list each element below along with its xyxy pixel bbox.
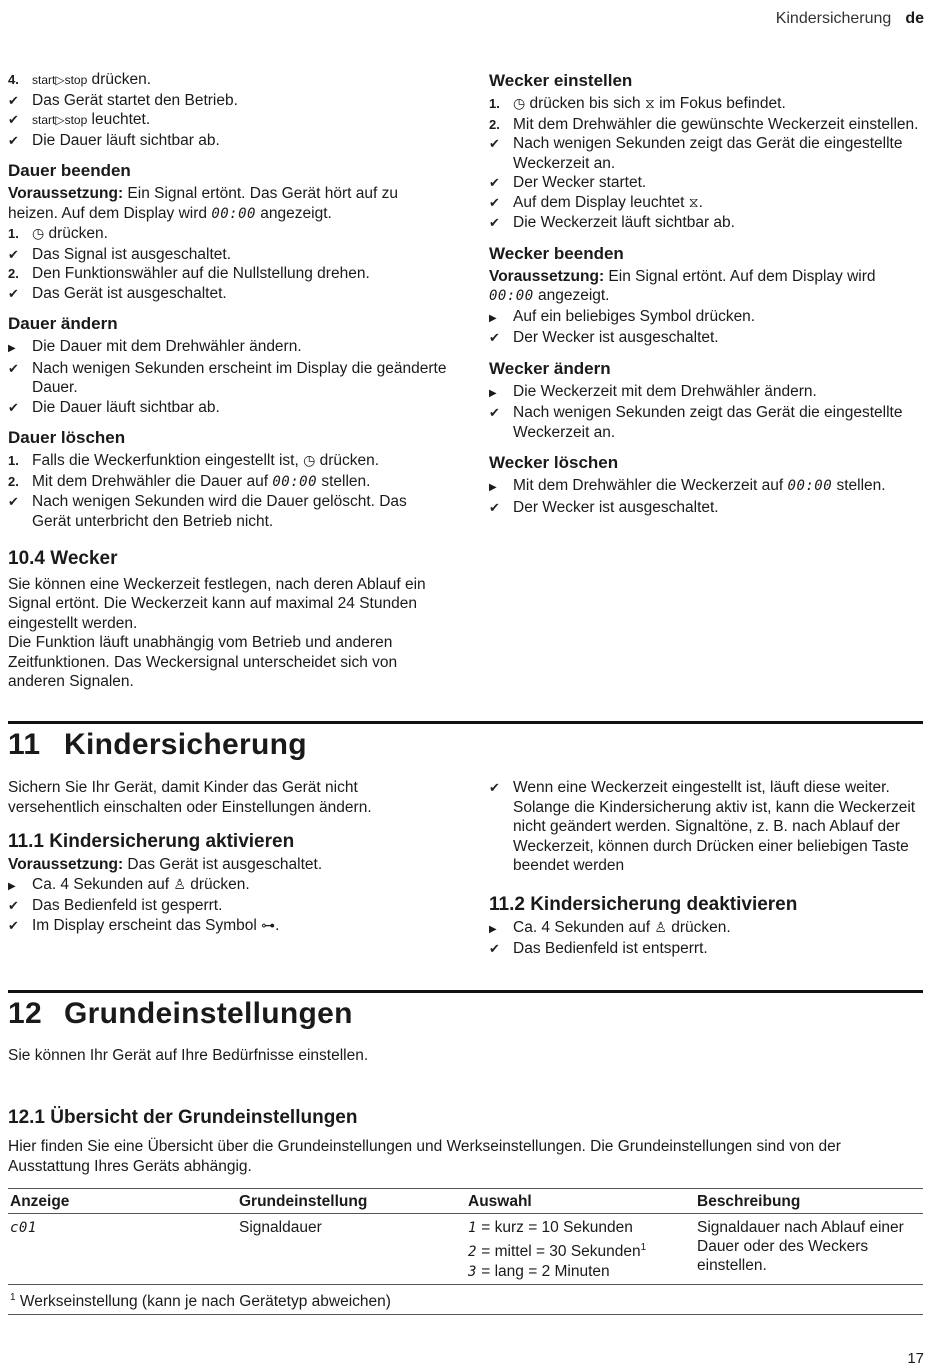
options-cell: [466, 1214, 695, 1285]
action-line: [8, 337, 448, 359]
heading-dauer-aendern: Dauer ändern: [8, 314, 118, 333]
heading-dauer-loeschen: Dauer löschen: [8, 428, 126, 447]
option-text: = lang = 2 Minuten: [476, 1263, 610, 1281]
column-header: Beschreibung: [695, 1189, 923, 1214]
display-readout: 00:00: [211, 205, 256, 222]
step-text: stellen.: [317, 472, 371, 490]
result-line: [8, 492, 448, 531]
display-digit: 2: [468, 1244, 477, 1261]
display-readout: 00:00: [787, 478, 833, 494]
step-text: drücken.: [315, 452, 380, 469]
child-lock-key-icon: ♙: [654, 919, 667, 936]
display-readout: 00:00: [489, 288, 534, 304]
chapter-rule: [8, 990, 923, 993]
check-icon: ✔: [489, 215, 500, 230]
paragraph: Hier finden Sie eine Übersicht über die Grundeinstellungen und Werkseinstellungen. Die Grundeinstellungen sind von der Ausstattung Ihres Geräts abhängig.: [8, 1138, 841, 1175]
result-text: Das Signal ist ausgeschaltet.: [32, 245, 232, 263]
chapter-number: 11: [8, 728, 41, 761]
check-icon: ✔: [8, 92, 19, 108]
prerequisite-text: Das Gerät ist ausgeschaltet.: [123, 856, 323, 873]
display-code: c01: [10, 1220, 37, 1236]
action-text: stellen.: [832, 477, 886, 494]
arrow-icon: ▶: [489, 312, 497, 324]
step-text: Den Funktionswähler auf die Nullstellung drehen.: [32, 265, 370, 282]
step-2: [8, 264, 448, 284]
check-icon: ✔: [489, 941, 500, 956]
prerequisite-label: Voraussetzung:: [8, 185, 124, 202]
check-icon: ✔: [8, 898, 19, 913]
step-text: im Fokus befindet.: [654, 95, 786, 112]
result-line: [8, 284, 448, 304]
chapter-title-11: [8, 728, 307, 762]
table-header-row: [8, 1189, 923, 1214]
heading-12-1: 12.1 Übersicht der Grundeinstellungen: [8, 1107, 358, 1128]
clock-icon: ◷: [303, 453, 316, 469]
check-icon: ✔: [489, 136, 500, 151]
ch11-right-column: [489, 778, 921, 959]
hourglass-icon: ⧖: [688, 194, 699, 211]
hourglass-icon: ⧖: [644, 96, 655, 112]
result-text: Die Dauer läuft sichtbar ab.: [32, 398, 220, 416]
action-text: Mit dem Drehwähler die Weckerzeit auf: [513, 477, 788, 494]
heading-wecker: 10.4 Wecker: [8, 548, 118, 569]
result-text: Die Dauer läuft sichtbar ab.: [32, 131, 220, 149]
result-line: [8, 896, 448, 916]
heading-wecker-loeschen: Wecker löschen: [489, 453, 619, 472]
result-line: [489, 498, 921, 518]
arrow-icon: ▶: [489, 482, 497, 493]
heading-wecker-aendern: Wecker ändern: [489, 358, 611, 378]
prerequisite-label: Voraussetzung:: [8, 856, 124, 873]
heading-dauer-beenden: Dauer beenden: [8, 161, 131, 180]
step-text: Falls die Weckerfunktion eingestellt ist,: [32, 452, 304, 469]
action-text: drücken.: [666, 918, 731, 936]
step-2: [489, 115, 921, 135]
result-line: [8, 916, 448, 937]
check-icon: ✔: [489, 405, 500, 420]
heading-11-1: 11.1 Kindersicherung aktivieren: [8, 831, 295, 852]
paragraph: Die Funktion läuft unabhängig vom Betrieb und anderen Zeitfunktionen. Das Weckersignal unterscheidet sich von anderen Signalen.: [8, 634, 398, 690]
chapter-title-text: Kindersicherung: [64, 728, 307, 761]
header-lang: de: [905, 10, 924, 27]
result-text: Nach wenigen Sekunden zeigt das Gerät die eingestellte Weckerzeit an.: [513, 135, 903, 172]
check-icon: ✔: [489, 194, 500, 210]
check-icon: ✔: [489, 330, 500, 345]
result-text: Das Bedienfeld ist gesperrt.: [32, 897, 223, 914]
result-line: [8, 91, 448, 111]
step-number: 2.: [8, 473, 19, 489]
paragraph: Sie können eine Weckerzeit festlegen, nach deren Ablauf ein Signal ertönt. Die Weckerzeit kann auf maximal 24 Stunden eingestellt werden.: [8, 575, 426, 632]
action-line: [489, 382, 921, 404]
chapter-number: 12: [8, 997, 42, 1030]
prerequisite-text: angezeigt.: [533, 287, 610, 304]
table-cell: Signaldauer: [237, 1214, 466, 1285]
chapter-rule: [8, 721, 923, 724]
step-text: Mit dem Drehwähler die gewünschte Weckerzeit einstellen.: [513, 115, 919, 133]
arrow-icon: ▶: [8, 343, 16, 354]
result-text: Auf dem Display leuchtet: [513, 193, 689, 211]
action-text: Ca. 4 Sekunden auf: [32, 875, 174, 893]
table-row: [8, 1214, 923, 1285]
step-number: 2.: [489, 116, 500, 132]
settings-table: [8, 1188, 923, 1315]
arrow-icon: ▶: [489, 923, 497, 935]
chapter-title-text: Grundeinstellungen: [64, 997, 353, 1030]
arrow-icon: ▶: [8, 880, 16, 892]
step-number: 1.: [8, 226, 19, 241]
result-text: Nach wenigen Sekunden zeigt das Gerät die eingestellte Weckerzeit an.: [513, 404, 903, 441]
heading-wecker-einstellen: Wecker einstellen: [489, 71, 633, 90]
step-text: drücken.: [44, 225, 108, 242]
action-line: [489, 918, 921, 940]
action-line: [489, 307, 921, 329]
child-lock-key-icon: ♙: [173, 876, 186, 893]
action-line: [489, 476, 921, 498]
action-text: drücken.: [185, 875, 250, 893]
result-line: [489, 213, 921, 233]
result-text: Wenn eine Weckerzeit eingestellt ist, läuft diese weiter. Solange die Kindersicherung aktiv ist, kann die Weckerzeit nicht geändert werden. Signaltöne, z. B. nach Ablauf der Weckerzeit, können durch Drücken einer beliebigen Taste beendet werden: [513, 779, 916, 874]
result-text: Das Bedienfeld ist entsperrt.: [513, 940, 708, 957]
clock-icon: ◷: [513, 96, 526, 112]
step-2: [8, 472, 448, 493]
check-icon: ✔: [489, 175, 500, 190]
prerequisite: [8, 855, 448, 875]
footnote-ref: 1: [640, 1242, 647, 1253]
step-text: Mit dem Drehwähler die Dauer auf: [32, 472, 273, 490]
display-digit: 1: [468, 1220, 477, 1236]
header-section: Kindersicherung: [775, 10, 892, 27]
step-text: drücken bis sich: [525, 95, 645, 112]
step-1: [8, 451, 448, 472]
action-text: Die Weckerzeit mit dem Drehwähler ändern.: [513, 382, 817, 400]
result-text: Der Wecker ist ausgeschaltet.: [513, 498, 719, 516]
column-header: Auswahl: [466, 1189, 695, 1214]
result-line: [8, 131, 448, 151]
option-text: = mittel = 30 Sekunden: [476, 1243, 641, 1261]
step-text: drücken.: [87, 71, 152, 88]
display-readout: 00:00: [272, 473, 318, 490]
right-column: [489, 70, 921, 517]
result-line: [8, 110, 448, 131]
result-text: Der Wecker ist ausgeschaltet.: [513, 329, 719, 346]
result-text: .: [275, 916, 280, 934]
result-line: [8, 245, 448, 265]
result-line: [8, 359, 448, 398]
chapter-intro: Sichern Sie Ihr Gerät, damit Kinder das Gerät nicht versehentlich einschalten oder Einstellungen ändern.: [8, 779, 372, 816]
page-number: 17: [907, 1350, 924, 1367]
chapter-title-12: [8, 997, 353, 1031]
column-header: Grundeinstellung: [237, 1189, 466, 1214]
check-icon: ✔: [8, 112, 19, 127]
result-text: Die Weckerzeit läuft sichtbar ab.: [513, 214, 735, 231]
result-text: Der Wecker startet.: [513, 174, 647, 191]
footnote-mark: 1: [10, 1292, 16, 1304]
display-digit: 3: [468, 1264, 477, 1281]
prerequisite-text: Ein Signal ertönt. Auf dem Display wird: [604, 267, 876, 285]
result-text: .: [698, 193, 703, 211]
key-symbol-icon: ⊶: [261, 917, 276, 934]
ch11-left-column: [8, 778, 448, 936]
result-line: [489, 328, 921, 348]
prerequisite-label: Voraussetzung:: [489, 267, 605, 285]
option-text: = kurz = 10 Sekunden: [476, 1219, 633, 1236]
chapter-intro: Sie können Ihr Gerät auf Ihre Bedürfnisse einstellen.: [8, 1047, 369, 1064]
result-text: Das Gerät startet den Betrieb.: [32, 91, 238, 109]
heading-11-2: 11.2 Kindersicherung deaktivieren: [489, 893, 798, 915]
check-icon: ✔: [489, 780, 500, 795]
result-text: Das Gerät ist ausgeschaltet.: [32, 284, 227, 302]
action-text: Ca. 4 Sekunden auf: [513, 918, 655, 936]
arrow-icon: ▶: [489, 387, 497, 399]
footnote-text: Werkseinstellung (kann je nach Gerätetyp abweichen): [15, 1293, 391, 1311]
result-line: [489, 173, 921, 193]
result-line: [489, 134, 921, 173]
table-footnote-row: [8, 1285, 923, 1315]
step-number: 4.: [8, 72, 19, 87]
check-icon: ✔: [8, 494, 19, 509]
start-stop-key-icon: start▷stop: [32, 73, 88, 87]
result-text: Im Display erscheint das Symbol: [32, 916, 262, 934]
prerequisite: [489, 267, 921, 307]
action-text: Die Dauer mit dem Drehwähler ändern.: [32, 338, 302, 355]
clock-icon: ◷: [32, 226, 45, 242]
prerequisite-text: Ein Signal ertönt. Das Gerät hört auf zu heizen. Auf dem Display wird: [8, 185, 398, 222]
table-cell: Signaldauer nach Ablauf einer Dauer oder des Weckers einstellen.: [695, 1214, 923, 1285]
result-text: leuchtet.: [87, 111, 151, 128]
result-line: [489, 403, 921, 442]
start-stop-key-icon: start▷stop: [32, 113, 88, 127]
result-text: Nach wenigen Sekunden wird die Dauer gelöscht. Das Gerät unterbricht den Betrieb nicht.: [32, 493, 407, 530]
running-header: [776, 10, 924, 28]
result-line: [8, 398, 448, 418]
step-number: 1.: [8, 453, 19, 468]
check-icon: ✔: [8, 399, 19, 415]
result-line: [489, 193, 921, 214]
check-icon: ✔: [8, 917, 19, 933]
left-column: [8, 70, 448, 692]
check-icon: ✔: [489, 499, 500, 515]
check-icon: ✔: [8, 246, 19, 262]
step-number: 2.: [8, 266, 19, 281]
result-line: [489, 778, 921, 876]
check-icon: ✔: [8, 132, 19, 148]
check-icon: ✔: [8, 360, 19, 376]
step-1: [489, 94, 921, 115]
check-icon: ✔: [8, 285, 19, 301]
prerequisite-text: angezeigt.: [255, 204, 332, 222]
result-text: Nach wenigen Sekunden erscheint im Display die geänderte Dauer.: [32, 359, 447, 396]
result-line: [489, 939, 921, 959]
column-header: Anzeige: [8, 1189, 237, 1214]
action-text: Auf ein beliebiges Symbol drücken.: [513, 307, 756, 325]
prerequisite: [8, 184, 448, 224]
heading-wecker-beenden: Wecker beenden: [489, 243, 624, 263]
action-line: [8, 875, 448, 897]
step-number: 1.: [489, 96, 500, 111]
step-4: [8, 70, 448, 91]
step-1: [8, 224, 448, 245]
